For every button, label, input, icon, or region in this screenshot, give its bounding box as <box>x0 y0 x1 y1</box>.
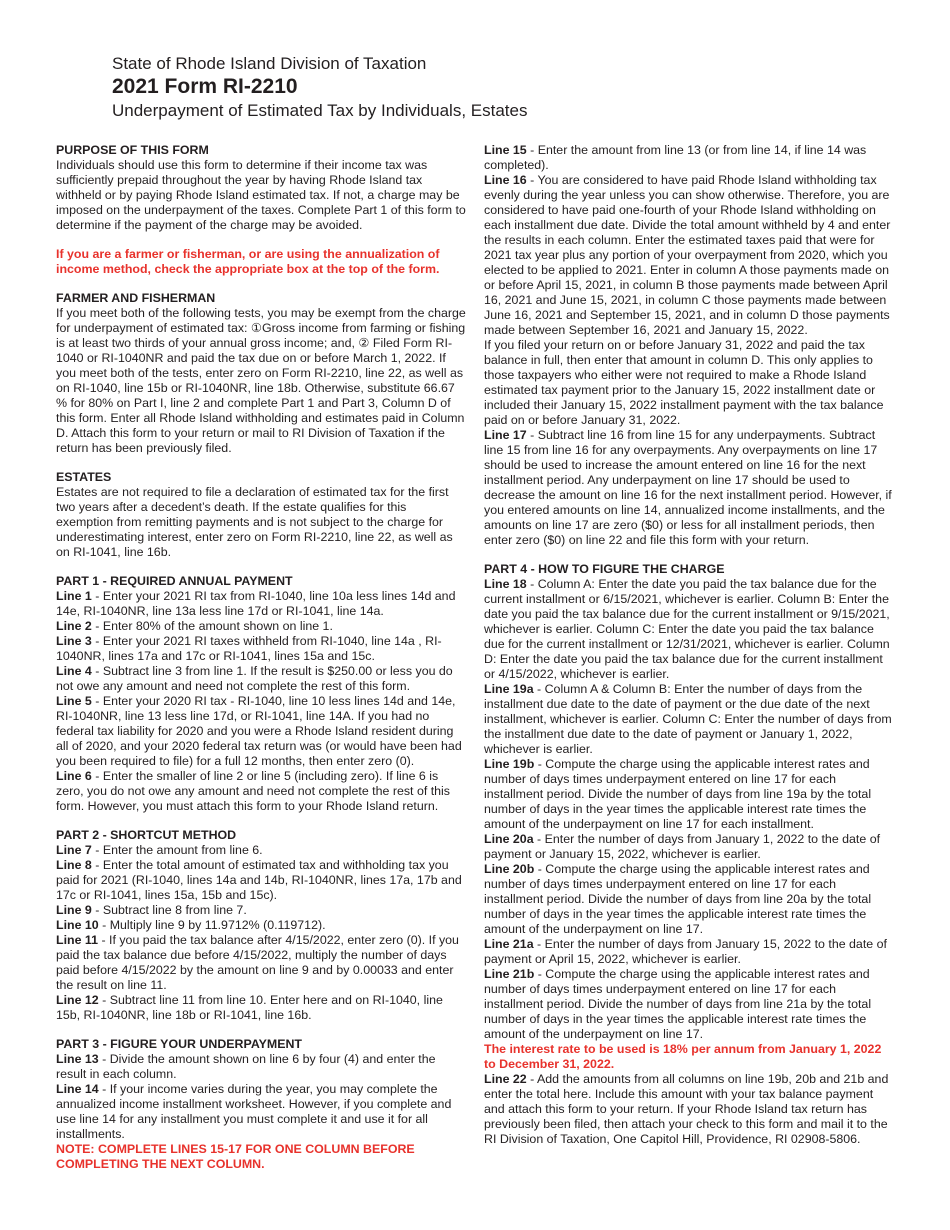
purpose-section <box>56 143 466 233</box>
line-item <box>56 1052 466 1082</box>
line-item <box>484 937 894 967</box>
line-text: - If you paid the tax balance after 4/15/2022, enter zero (0). If you paid the tax balance due before 4/15/2022, multiply the number of days paid before 4/15/2022 by the amount on line 9 and by 0.00033 and enter the result on line 11. <box>56 933 459 992</box>
line-text: - Enter 80% of the amount shown on line 1. <box>91 619 333 633</box>
line-text: - Multiply line 9 by 11.9712% (0.119712). <box>98 918 326 932</box>
line-text: - You are considered to have paid Rhode Island withholding tax evenly during the year unless you can show otherwise. Therefore, you are considered to have paid one-fourth of your Rhode Island withholding on each installment due date. Divide the total amount withheld by 4 and enter the results in each column. Enter the estimated taxes paid that were for 2021 tax year plus any portion of your overpayment from 2020, which you elected to be applied to 2021. Enter in column A those payments made on or before April 15, 2021, in column B those payments made between April 16, 2021 and June 15, 2021, in column C those payments made between June 16, 2021 and September 15, 2021, and in column D those payments made between September 16, 2021 and January 15, 2022. <box>484 173 891 337</box>
farmer-section <box>56 291 466 456</box>
part3-section <box>56 1037 466 1172</box>
section-heading: FARMER AND FISHERMAN <box>56 291 216 305</box>
line-label: Line 19a <box>484 682 534 696</box>
line-item <box>484 143 894 173</box>
line-text: - Column A: Enter the date you paid the tax balance due for the current installment or 6/15/2021, whichever is earlier. Column B: Enter the date you paid the tax balance due for the current installment or 9/15/2021, whichever is earlier. Column C: Enter the date you paid the tax balance due for the current installment or 12/31/2021, whichever is earlier. Column D: Enter the date you paid the tax balance due for the current installment or 4/15/2022, whichever is earlier. <box>484 577 890 681</box>
line-label: Line 15 <box>484 143 527 157</box>
line-item <box>484 682 894 757</box>
left-column <box>56 143 466 1186</box>
section-text: Estates are not required to file a declaration of estimated tax for the first two years after a decedent’s death. If the estate qualifies for this exemption from remitting payments and is not subject to the charge for underestimating interest, enter zero on Form RI-2210, line 22, as well as on RI-1041, line 16b. <box>56 485 453 559</box>
form-title: 2021 Form RI-2210 <box>112 75 298 98</box>
section-text: If you meet both of the following tests, you may be exempt from the charge for underpayment of estimated tax: ①Gross income from farming or fishing is at least two thirds of your annual gross income; and, ② Filed Form RI-1040 or RI-1040NR and paid the tax due on or before March 1, 2022. If you meet both of the tests, enter zero on Form RI-2210, line 22, as well as on RI-1040, line 15b or RI-1040NR, line 18b. Otherwise, substitute 66.67 % for 80% on Part I, line 2 and complete Part 1 and Part 3, Column D of this form. Enter all Rhode Island withholding and estimates paid in Column D. Attach this form to your return or mail to RI Division of Taxation if the return has been previously filed. <box>56 306 466 455</box>
line-label: Line 11 <box>56 933 99 947</box>
line-label: Line 17 <box>484 428 527 442</box>
line-item <box>484 1072 894 1147</box>
section-heading: ESTATES <box>56 470 112 484</box>
line-item <box>56 694 466 769</box>
section-heading: PART 4 - HOW TO FIGURE THE CHARGE <box>484 562 725 576</box>
line-text: - Enter the total amount of estimated tax and withholding tax you paid for 2021 (RI-1040, lines 14a and 14b, RI-1040NR, lines 17a, 17b and 17c or RI-1041, lines 15a, 15b and 15c). <box>56 858 462 902</box>
line-label: Line 7 <box>56 843 92 857</box>
line-item <box>484 577 894 682</box>
estates-section <box>56 470 466 560</box>
line-item <box>56 993 466 1023</box>
line-label: Line 21a <box>484 937 534 951</box>
line-item <box>56 769 466 814</box>
line-text: - Enter the number of days from January 1, 2022 to the date of payment or January 15, 2022, whichever is earlier. <box>484 832 881 861</box>
line-text: - Subtract line 3 from line 1. If the result is $250.00 or less you do not owe any amount and need not complete the rest of this form. <box>56 664 453 693</box>
section-heading: PART 1 - REQUIRED ANNUAL PAYMENT <box>56 574 293 588</box>
line-label: Line 13 <box>56 1052 99 1066</box>
part1-section <box>56 574 466 814</box>
farmer-note <box>56 247 466 277</box>
section-heading: PURPOSE OF THIS FORM <box>56 143 209 157</box>
line-text: - Compute the charge using the applicable interest rates and number of days times underpayment entered on line 17 for each installment period. Divide the number of days from line 19a by the total number of days in the year times the applicable interest rate times the amount of the underpayment on line 17 for each installment. <box>484 757 872 831</box>
part2-section <box>56 828 466 1023</box>
line-label: Line 4 <box>56 664 92 678</box>
line-item <box>56 903 466 918</box>
interest-rate-note: The interest rate to be used is 18% per annum from January 1, 2022 to December 31, 2022. <box>484 1042 882 1071</box>
line-label: Line 16 <box>484 173 527 187</box>
line-label: Line 22 <box>484 1072 527 1086</box>
line-label: Line 20b <box>484 862 535 876</box>
line-item <box>56 634 466 664</box>
section-text: Individuals should use this form to determine if their income tax was sufficiently prepaid throughout the year by having Rhode Island tax withheld or by paying Rhode Island estimated tax. If not, a charge may be imposed on the underpayment of the taxes. Complete Part 1 of this form to determine if the payment of the charge may be avoided. <box>56 158 466 232</box>
line-item <box>484 757 894 832</box>
line-text: - Subtract line 11 from line 10. Enter here and on RI-1040, line 15b, RI-1040NR, line 18b or RI-1041, line 16b. <box>56 993 443 1022</box>
line-text: - Column A & Column B: Enter the number of days from the installment due date to the date of payment or the due date of the next installment, whichever is earlier. Column C: Enter the number of days from the installment due date to the date of payment or January 1, 2022, whichever is earlier. <box>484 682 892 756</box>
line-text: - Divide the amount shown on line 6 by four (4) and enter the result in each column. <box>56 1052 436 1081</box>
line-label: Line 14 <box>56 1082 99 1096</box>
line-label: Line 3 <box>56 634 92 648</box>
red-note: If you are a farmer or fisherman, or are using the annualization of income method, check the appropriate box at the top of the form. <box>56 247 440 276</box>
agency-name: State of Rhode Island Division of Taxation <box>112 54 427 73</box>
line-label: Line 2 <box>56 619 92 633</box>
line-item <box>56 933 466 993</box>
line-text: - Enter the smaller of line 2 or line 5 (including zero). If line 6 is zero, you do not owe any amount and need not complete the rest of this form. However, you must attach this form to your Rhode Island return. <box>56 769 450 813</box>
line-label: Line 20a <box>484 832 534 846</box>
line-label: Line 19b <box>484 757 535 771</box>
section-heading: PART 2 - SHORTCUT METHOD <box>56 828 237 842</box>
form-header <box>112 53 527 123</box>
line-item <box>56 843 466 858</box>
line-text: - Enter your 2020 RI tax - RI-1040, line 10 less lines 14d and 14e, RI-1040NR, line 13 less line 17d, or RI-1041, line 14A. If you had no federal tax liability for 2020 and you were a Rhode Island resident during all of 2020, and your 2020 federal tax return was (or would have been had you been required to file) for a full 12 months, then enter zero (0). <box>56 694 462 768</box>
part3-continued <box>484 143 894 548</box>
right-column <box>484 143 894 1161</box>
red-note: NOTE: COMPLETE LINES 15-17 FOR ONE COLUMN BEFORE COMPLETING THE NEXT COLUMN. <box>56 1142 415 1171</box>
line-item <box>56 858 466 903</box>
section-heading: PART 3 - FIGURE YOUR UNDERPAYMENT <box>56 1037 303 1051</box>
line-label: Line 8 <box>56 858 92 872</box>
line-text: - Enter the amount from line 6. <box>91 843 263 857</box>
line-label: Line 9 <box>56 903 92 917</box>
line-text: - Subtract line 8 from line 7. <box>91 903 247 917</box>
line-text: - Subtract line 16 from line 15 for any underpayments. Subtract line 15 from line 16 for any overpayments. Any overpayments on line 17 should be used to increase the amount entered on line 16 for the next installment period. Any underpayment on line 17 should be used to decrease the amount on line 16 for the next installment period. However, if you entered amounts on line 14, annualized income installments, and the amounts on line 17 are zero ($0) or less for all installment periods, then enter zero ($0) on line 22 and file this form with your return. <box>484 428 892 547</box>
line-item <box>484 832 894 862</box>
line-text: - Compute the charge using the applicable interest rates and number of days times underpayment entered on line 17 for each installment period. Divide the number of days from line 20a by the total number of days in the year times the applicable interest rate times the amount of the underpayment on line 17. <box>484 862 872 936</box>
line-label: Line 18 <box>484 577 527 591</box>
line-label: Line 1 <box>56 589 92 603</box>
line-label: Line 21b <box>484 967 535 981</box>
line-text: - Enter the amount from line 13 (or from line 14, if line 14 was completed). <box>484 143 867 172</box>
line-text: - Enter your 2021 RI taxes withheld from RI-1040, line 14a , RI-1040NR, lines 17a and 17c or RI-1041, lines 15a and 15c. <box>56 634 442 663</box>
line-item <box>56 619 466 634</box>
line16-extra: If you filed your return on or before January 31, 2022 and paid the tax balance in full, then enter that amount in column D. This only applies to those taxpayers who either were not required to make a Rhode Island estimated tax payment prior to the January 15, 2022 installment date or included their January 15, 2022 installment payment with the tax balance paid on or before January 31, 2022. <box>484 338 884 427</box>
line-text: - Enter the number of days from January 15, 2022 to the date of payment or April 15, 2022, whichever is earlier. <box>484 937 887 966</box>
line-item <box>484 862 894 937</box>
line-label: Line 6 <box>56 769 92 783</box>
line-item <box>484 967 894 1042</box>
line-text: - If your income varies during the year, you may complete the annualized income installment worksheet. However, if you complete and use line 14 for any installment you must complete it and use it for all installments. <box>56 1082 452 1141</box>
line-item <box>56 664 466 694</box>
line-item <box>484 428 894 548</box>
line-text: - Enter your 2021 RI tax from RI-1040, line 10a less lines 14d and 14e, RI-1040NR, line 13a less line 17d or RI-1041, line 14a. <box>56 589 456 618</box>
line-label: Line 10 <box>56 918 99 932</box>
line-label: Line 12 <box>56 993 99 1007</box>
line-label: Line 5 <box>56 694 92 708</box>
line-item <box>484 173 894 338</box>
line-item <box>56 918 466 933</box>
line-item <box>56 1082 466 1142</box>
line-item <box>56 589 466 619</box>
line-text: - Add the amounts from all columns on line 19b, 20b and 21b and enter the total here. Include this amount with your tax balance payment and attach this form to your return. If your Rhode Island tax return has previously been filed, then attach your check to this form and mail it to the RI Division of Taxation, One Capitol Hill, Providence, RI 02908-5806. <box>484 1072 889 1146</box>
line-text: - Compute the charge using the applicable interest rates and number of days times underpayment entered on line 17 for each installment period. Divide the number of days from line 21a by the total number of days in the year times the applicable interest rate times the amount of the underpayment on line 17. <box>484 967 872 1041</box>
part4-section <box>484 562 894 1147</box>
form-subtitle: Underpayment of Estimated Tax by Individuals, Estates <box>112 101 528 120</box>
